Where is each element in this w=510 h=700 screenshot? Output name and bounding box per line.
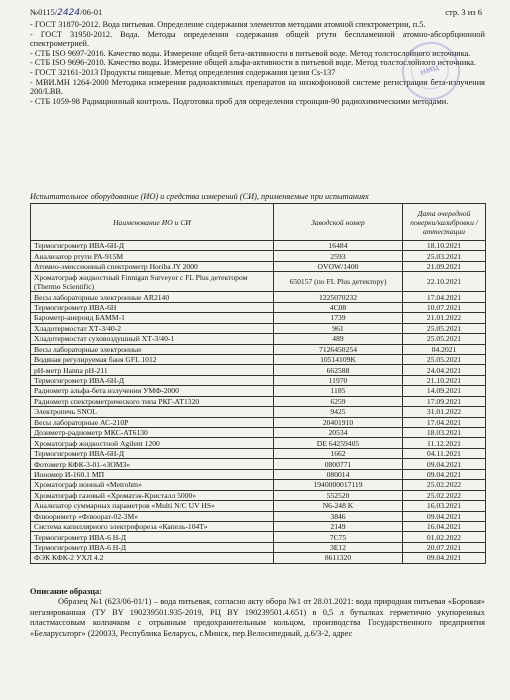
table-row	[31, 511, 486, 521]
cell-calibration-date: 17.04.2021	[403, 292, 486, 302]
table-row	[31, 417, 486, 427]
table-row	[31, 532, 486, 542]
cell-equipment-name: Хроматограф жидкостный Finnigan Surveyor с FL Plus детектором (Thermo Scientific)	[31, 272, 274, 292]
cell-calibration-date: 04.2021	[403, 344, 486, 354]
method-item: - СТБ 1059-98 Радиационный контроль. Подготовка проб для определения стронция-90 радиохимическими методами.	[30, 96, 449, 106]
cell-serial-number: 6259	[274, 396, 403, 406]
table-row	[31, 396, 486, 406]
cell-serial-number: OVOW/1400	[274, 261, 403, 271]
cell-calibration-date: 18.10.2021	[403, 241, 486, 251]
equipment-table	[30, 203, 486, 564]
cell-serial-number: 7126450254	[274, 344, 403, 354]
cell-serial-number: 080014	[274, 469, 403, 479]
cell-serial-number: 961	[274, 323, 403, 333]
cell-equipment-name: Термогигрометр ИВА-6Н	[31, 302, 274, 312]
table-row	[31, 521, 486, 531]
cell-calibration-date: 01.02.2022	[403, 532, 486, 542]
table-row	[31, 365, 486, 375]
cell-equipment-name: pH-метр Hanna pH-211	[31, 365, 274, 375]
table-header-row	[31, 204, 486, 241]
cell-calibration-date: 16.03.2021	[403, 501, 486, 511]
sample-title: Описание образца:	[30, 587, 103, 596]
cell-equipment-name: Термогигрометр ИВА-6 Н-Д	[31, 542, 274, 552]
cell-equipment-name: Хроматограф газовый «Хроматэк-Кристалл 5000»	[31, 490, 274, 500]
table-row	[31, 272, 486, 292]
cell-serial-number: 1662	[274, 448, 403, 458]
table-row	[31, 438, 486, 448]
method-item: - МВИ.МН 1264-2000 Методика измерения радиоактивных препаратов на низкофоновой системе регистрации бета-излучения 200/LBB.	[30, 77, 485, 97]
cell-equipment-name: Фотометр КФК-3-01-«ЗОМЗ»	[31, 459, 274, 469]
table-row	[31, 501, 486, 511]
cell-calibration-date: 24.04.2021	[403, 365, 486, 375]
cell-serial-number: 20534	[274, 428, 403, 438]
table-row	[31, 490, 486, 500]
cell-equipment-name: ФЭК КФК-2 УХЛ 4.2	[31, 553, 274, 563]
cell-serial-number: 4C08	[274, 302, 403, 312]
org-stamp-text: НМЦ	[406, 46, 454, 94]
cell-calibration-date: 25.02.2022	[403, 490, 486, 500]
cell-calibration-date: 21.01.2022	[403, 313, 486, 323]
cell-serial-number: 662588	[274, 365, 403, 375]
cell-calibration-date: 17.04.2021	[403, 417, 486, 427]
cell-serial-number: 0800771	[274, 459, 403, 469]
cell-calibration-date: 21.09.2021	[403, 261, 486, 271]
table-row	[31, 313, 486, 323]
cell-calibration-date: 25.02.2022	[403, 480, 486, 490]
method-item: - ГОСТ 32161-2013 Продукты пищевые. Метод определения содержания цезия Cs-137	[30, 67, 336, 77]
cell-calibration-date: 20.07.2021	[403, 542, 486, 552]
method-item: - СТБ ISO 9697-2016. Качество воды. Измерение общей бета-активности в питьевой воде. Метод толстослойного источника.	[30, 48, 471, 58]
cell-calibration-date: 11.12.2021	[403, 438, 486, 448]
header-date: Дата очередной поверки/калибровки /аттестации	[403, 204, 486, 241]
cell-serial-number: N6-248 K	[274, 501, 403, 511]
method-item: - ГОСТ 31870-2012. Вода питьевая. Определение содержания элементов методами атомной спектрометрии, п.5.	[30, 20, 426, 29]
cell-equipment-name: Анализатор суммарных параметров «Multi N/C UV HS»	[31, 501, 274, 511]
table-row	[31, 334, 486, 344]
cell-equipment-name: Хладотермостат ХТ-3/40-2	[31, 323, 274, 333]
cell-serial-number: 650157 (по FL Plus детектору)	[274, 272, 403, 292]
cell-equipment-name: Водяная регулируемая баня GFL 1012	[31, 354, 274, 364]
table-row	[31, 407, 486, 417]
cell-calibration-date: 25.05.2021	[403, 354, 486, 364]
table-row	[31, 323, 486, 333]
cell-calibration-date: 09.04.2021	[403, 511, 486, 521]
cell-equipment-name: Термогигрометр ИВА-6Н-Д	[31, 448, 274, 458]
cell-calibration-date: 04.11.2021	[403, 448, 486, 458]
cell-calibration-date: 25.05.2021	[403, 323, 486, 333]
cell-serial-number: 552520	[274, 490, 403, 500]
table-row	[31, 459, 486, 469]
table-row	[31, 469, 486, 479]
cell-calibration-date: 25.03.2021	[403, 251, 486, 261]
table-row	[31, 251, 486, 261]
cell-serial-number: 11970	[274, 375, 403, 385]
cell-serial-number: 2593	[274, 251, 403, 261]
table-row	[31, 261, 486, 271]
cell-calibration-date: 16.04.2021	[403, 521, 486, 531]
cell-calibration-date: 18.03.2021	[403, 428, 486, 438]
table-row	[31, 542, 486, 552]
cell-equipment-name: Атомно-эмиссионный спектрометр Horiba JY 2000	[31, 261, 274, 271]
cell-calibration-date: 09.04.2021	[403, 553, 486, 563]
cell-equipment-name: Весы лабораторные электронные	[31, 344, 274, 354]
page-label: стр. 3 из 6	[445, 7, 482, 17]
table-row	[31, 375, 486, 385]
cell-serial-number: 16484	[274, 241, 403, 251]
equipment-table-body	[31, 241, 486, 564]
document-number	[30, 7, 102, 18]
cell-serial-number: DE 64259405	[274, 438, 403, 448]
cell-serial-number: 7С75	[274, 532, 403, 542]
cell-calibration-date: 10.07.2021	[403, 302, 486, 312]
header-serial: Заводской номер	[274, 204, 403, 241]
cell-serial-number: 3846	[274, 511, 403, 521]
cell-equipment-name: Радиометр альфа-бета излучения УМФ-2000	[31, 386, 274, 396]
page-header	[30, 7, 482, 21]
table-row	[31, 480, 486, 490]
cell-serial-number: 1225070232	[274, 292, 403, 302]
cell-equipment-name: Хроматограф жидкостной Agilent 1200	[31, 438, 274, 448]
cell-serial-number: 1940000017119	[274, 480, 403, 490]
cell-calibration-date: 14.09.2021	[403, 386, 486, 396]
cell-equipment-name: Анализатор ртути РА-915М	[31, 251, 274, 261]
cell-serial-number: 10514109K	[274, 354, 403, 364]
cell-equipment-name: Система капиллярного электрофореза «Капель-104Т»	[31, 521, 274, 531]
method-item: - СТБ ISO 9696-2010. Качество воды. Измерение общей альфа-активности в питьевой воде. Метод толстослойного источника.	[30, 58, 476, 68]
cell-serial-number: 9425	[274, 407, 403, 417]
cell-calibration-date: 25.05.2021	[403, 334, 486, 344]
cell-equipment-name: Термогигрометр ИВА-6 Н-Д	[31, 532, 274, 542]
cell-equipment-name: Термогигрометр ИВА-6Н-Д	[31, 375, 274, 385]
cell-equipment-name: Дозиметр-радиометр МКС-АТ6130	[31, 428, 274, 438]
cell-serial-number: 1739	[274, 313, 403, 323]
cell-equipment-name: Хладотермостат суховоздушный ХТ-3/40-1	[31, 334, 274, 344]
cell-equipment-name: Радиометр спектрометрического типа РКГ-АТ1320	[31, 396, 274, 406]
table-row	[31, 344, 486, 354]
cell-calibration-date: 17.09.2021	[403, 396, 486, 406]
doc-number-suffix: /06-01	[80, 7, 103, 17]
table-row	[31, 292, 486, 302]
cell-equipment-name: Хроматограф ионный «Metrohm»	[31, 480, 274, 490]
cell-equipment-name: Весы лабораторные АС-210Р	[31, 417, 274, 427]
cell-serial-number: 2149	[274, 521, 403, 531]
cell-calibration-date: 21.10.2021	[403, 375, 486, 385]
table-row	[31, 386, 486, 396]
cell-serial-number: 20401910	[274, 417, 403, 427]
table-row	[31, 428, 486, 438]
sample-text: Образец №1 (623/06-01/1) – вода питьевая, согласно акту обора №1 от 28.01.2021: вода природная питьевая «Боровая» негазированная (ТУ BY 190239501.935-2019, РЦ BY 190239501.4.651) в 0,5 л бутылках герметично укупоренных пластмассовым колпачком с отрывным предохранительным кольцом, производства Государственного предприятия «Белаpусьторг» (220033, Республика Беларусь, г.Минск, пер.Велосипедный, д.6/3-2, адрес	[30, 597, 485, 638]
cell-equipment-name: Термогигрометр ИВА-6Н-Д	[31, 241, 274, 251]
table-row	[31, 553, 486, 563]
cell-calibration-date: 09.04.2021	[403, 459, 486, 469]
cell-equipment-name: Флюориметр «Флюорат-02-3М»	[31, 511, 274, 521]
table-row	[31, 354, 486, 364]
cell-calibration-date: 31.01.2022	[403, 407, 486, 417]
table-row	[31, 448, 486, 458]
cell-equipment-name: Весы лабораторные электронные AR2140	[31, 292, 274, 302]
cell-equipment-name: Электропечь SNOL	[31, 407, 274, 417]
cell-serial-number: 1185	[274, 386, 403, 396]
cell-serial-number: 489	[274, 334, 403, 344]
cell-calibration-date: 22.10.2021	[403, 272, 486, 292]
table-caption: Испытательное оборудование (ИО) и средства измерений (СИ), применяемые при испытаниях	[30, 192, 369, 201]
cell-calibration-date: 09.04.2021	[403, 469, 486, 479]
sample-description	[30, 587, 485, 639]
table-row	[31, 241, 486, 251]
cell-equipment-name: Иономер И-160.1 МП	[31, 469, 274, 479]
table-row	[31, 302, 486, 312]
header-name: Наименование ИО и СИ	[31, 204, 274, 241]
cell-serial-number: 3Е12	[274, 542, 403, 552]
method-item: - ГОСТ 31950-2012. Вода. Методы определения содержания общей ртути беспламенной атомно-абсорбционной спектрометрией.	[30, 29, 485, 49]
doc-number-prefix: №0115/	[30, 7, 58, 17]
cell-serial-number: 8611320	[274, 553, 403, 563]
cell-equipment-name: Барометр-анероид БАММ-1	[31, 313, 274, 323]
doc-number-handwritten: 2424	[57, 8, 81, 18]
